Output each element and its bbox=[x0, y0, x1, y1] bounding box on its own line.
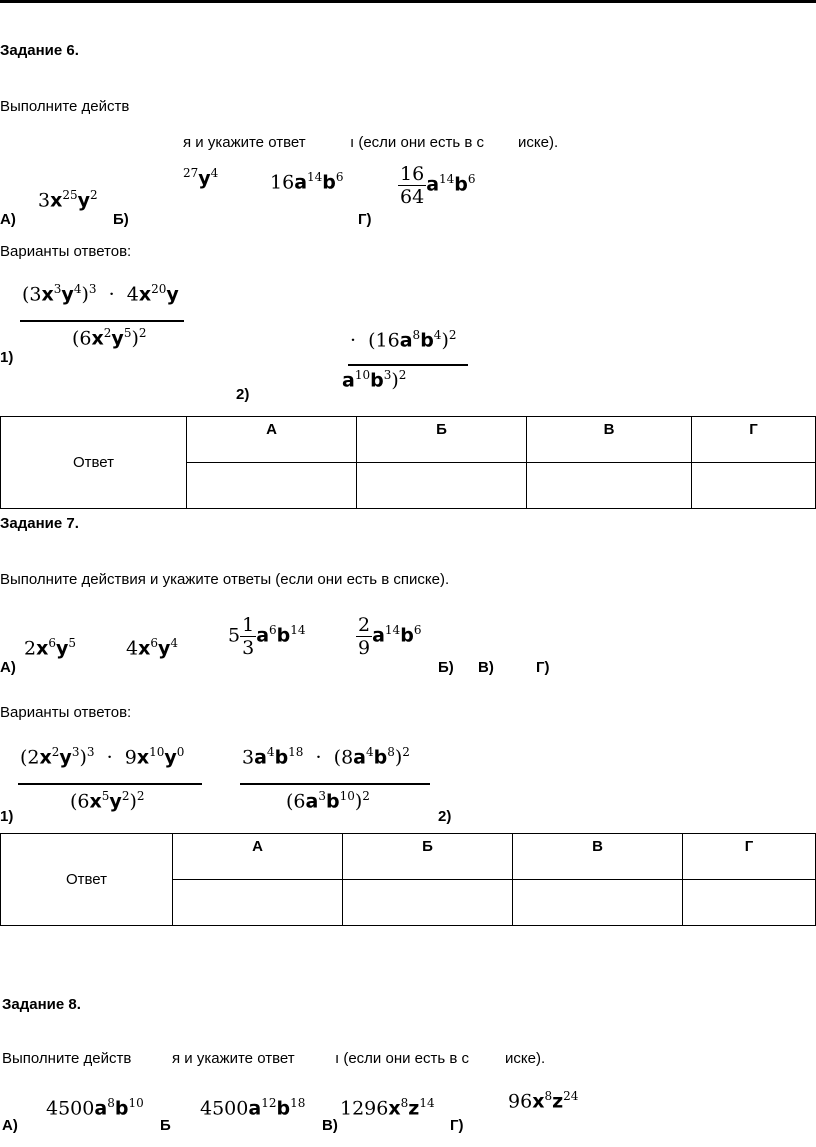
task7-option-a: $2x^6y^5$ bbox=[24, 636, 77, 660]
task6-answer-row-label: Ответ bbox=[1, 417, 187, 509]
task8-instruction-part1: Выполните действ bbox=[2, 1050, 132, 1067]
task7-label-b: Б) bbox=[438, 659, 454, 676]
top-border bbox=[0, 0, 816, 3]
task7-label-v: В) bbox=[478, 659, 494, 676]
task6-instruction-part1: Выполните действ bbox=[0, 98, 130, 115]
task7-answer-cell-a[interactable] bbox=[173, 880, 343, 926]
task6-col-v: В bbox=[527, 417, 692, 463]
task8-instruction-part3: ı (если они есть в с bbox=[335, 1050, 469, 1067]
task7-col-g: Г bbox=[683, 834, 816, 880]
task6-answer-cell-b[interactable] bbox=[357, 463, 527, 509]
task6-option-g: $\frac{16}{64}$ $a^{14}b^6$ bbox=[400, 163, 476, 208]
task7-answer-cell-b[interactable] bbox=[343, 880, 513, 926]
task7-answer-cell-g[interactable] bbox=[683, 880, 816, 926]
task8-instruction-part2: я и укажите ответ bbox=[172, 1050, 295, 1067]
task7-expr1-label: 1) bbox=[0, 808, 14, 825]
task6-label-a: А) bbox=[0, 211, 16, 228]
task6-instruction-part2: я и укажите ответ bbox=[183, 134, 306, 151]
task7-label-g: Г) bbox=[536, 659, 550, 676]
task8-option-a: $4500a^8b^{10}$ bbox=[46, 1096, 144, 1120]
task7-col-v: В bbox=[513, 834, 683, 880]
task6-instruction-part3: ı (если они есть в с bbox=[350, 134, 484, 151]
task8-label-a: А) bbox=[2, 1117, 18, 1134]
task8-label-g: Г) bbox=[450, 1117, 464, 1134]
task7-instruction: Выполните действия и укажите ответы (если они есть в списке). bbox=[0, 571, 450, 588]
task7-option-g: $\frac{2}{9}$ $a^{14}b^6$ bbox=[358, 614, 422, 659]
task8-label-b: Б bbox=[160, 1117, 171, 1134]
task8-title: Задание 8. bbox=[2, 996, 81, 1013]
task7-expression-1: $(2x^2y^3)^3 \cdot 9x^{10}y^0$ $(6x^5y^2)^2$ bbox=[18, 745, 202, 823]
task7-col-a: А bbox=[173, 834, 343, 880]
task6-label-g: Г) bbox=[358, 211, 372, 228]
task6-expression-1: $(3x^3y^4)^3 \cdot 4x^{20}y$ $(6x^2y^5)^2$ bbox=[20, 282, 184, 362]
task7-option-v: 5 $\frac{1}{3}$ $a^6b^{14}$ bbox=[228, 614, 306, 659]
task7-expression-2: $3a^4b^{18} \cdot (8a^4b^8)^2$ $(6a^3b^{10})^2$ bbox=[240, 745, 430, 823]
task6-col-g: Г bbox=[692, 417, 816, 463]
task7-answer-table bbox=[0, 833, 816, 926]
task6-answer-cell-g[interactable] bbox=[692, 463, 816, 509]
task6-variants-label: Варианты ответов: bbox=[0, 243, 132, 260]
task6-answer-cell-v[interactable] bbox=[527, 463, 692, 509]
task6-col-b: Б bbox=[357, 417, 527, 463]
task6-instruction-part4: иске). bbox=[518, 134, 559, 151]
task8-option-v: $1296x^8z^{14}$ bbox=[340, 1096, 435, 1120]
task6-option-v: $16a^{14}b^6$ bbox=[270, 170, 344, 194]
task6-expression-2: · $(16a^8b^4)^2$ $a^{10}b^3)^2$ bbox=[348, 328, 470, 402]
task6-option-a: $3x^{25}y^2$ bbox=[38, 188, 98, 212]
task7-col-b: Б bbox=[343, 834, 513, 880]
task6-label-b: Б) bbox=[113, 211, 129, 228]
task8-option-b: $4500a^{12}b^{18}$ bbox=[200, 1096, 306, 1120]
task6-answer-cell-a[interactable] bbox=[187, 463, 357, 509]
task7-label-a: А) bbox=[0, 659, 16, 676]
task7-option-b: $4x^6y^4$ bbox=[126, 636, 179, 660]
task7-expr2-label: 2) bbox=[438, 808, 452, 825]
task6-col-a: А bbox=[187, 417, 357, 463]
task6-answer-table bbox=[0, 416, 816, 509]
task6-option-b: $^{27}y^4$ bbox=[183, 166, 219, 190]
task7-answer-cell-v[interactable] bbox=[513, 880, 683, 926]
task7-variants-label: Варианты ответов: bbox=[0, 704, 132, 721]
task7-answer-row-label: Ответ bbox=[1, 834, 173, 926]
task8-option-g: $96x^8z^{24}$ bbox=[508, 1089, 579, 1113]
task8-label-v: В) bbox=[322, 1117, 338, 1134]
task6-expr1-label: 1) bbox=[0, 349, 14, 366]
task8-instruction-part4: иске). bbox=[505, 1050, 546, 1067]
task7-title: Задание 7. bbox=[0, 515, 79, 532]
task6-expr2-label: 2) bbox=[236, 386, 250, 403]
task6-title: Задание 6. bbox=[0, 42, 79, 59]
